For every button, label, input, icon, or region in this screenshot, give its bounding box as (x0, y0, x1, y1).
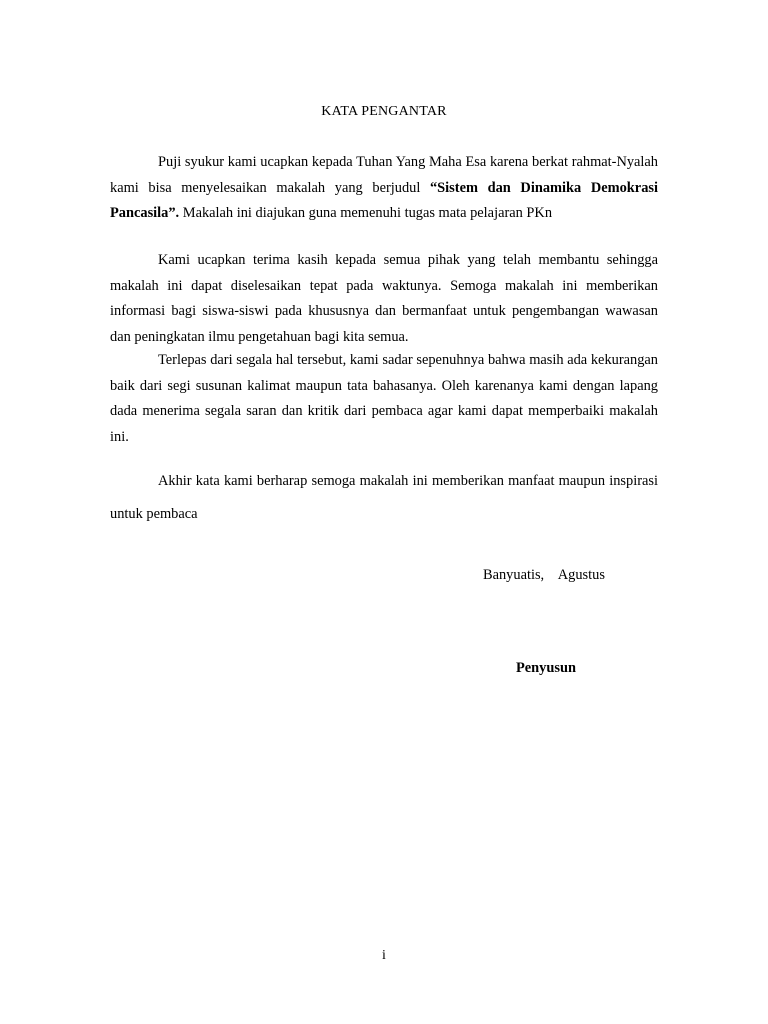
page-number: i (382, 948, 386, 963)
paragraph-opening-tail: Makalah ini diajukan guna memenuhi tugas mata pelajaran PKn (179, 205, 553, 222)
paragraph-thanks (110, 248, 658, 350)
paragraph-opening (110, 150, 658, 227)
paragraph-opening-text: Puji syukur kami ucapkan kepada Tuhan Yang Maha Esa karena berkat rahmat-Nyalah kami bisa menyelesaikan makalah yang berjudul (110, 154, 658, 196)
paragraph-closing (110, 465, 658, 531)
paragraph-thanks-text: Kami ucapkan terima kasih kepada semua pihak yang telah membantu sehingga makalah ini dapat diselesaikan tepat pada waktunya. Semoga makalah ini memberikan informasi bagi siswa-siswi pada khususnya dan bermanfaat untuk pengembangan wawasan dan peningkatan ilmu pengetahuan bagi kita semua. (110, 252, 658, 345)
paragraph-apology (110, 348, 658, 450)
signature-place-date: Banyuatis, Agustus (483, 567, 605, 583)
paper-title-bold: “Sistem dan Dinamika Demokrasi Pancasila”. (110, 179, 658, 222)
paragraph-apology-text: Terlepas dari segala hal tersebut, kami sadar sepenuhnya bahwa masih ada kekurangan baik dari segi susunan kalimat maupun tata bahasanya. Oleh karenanya kami dengan lapang dada menerima segala saran dan kritik dari pembaca agar kami dapat memperbaiki makalah ini. (110, 352, 658, 445)
paragraph-closing-text: Akhir kata kami berharap semoga makalah ini memberikan manfaat maupun inspirasi untuk pembaca (110, 473, 658, 522)
signature-author: Penyusun (516, 660, 576, 676)
page-title: KATA PENGANTAR (321, 104, 447, 119)
